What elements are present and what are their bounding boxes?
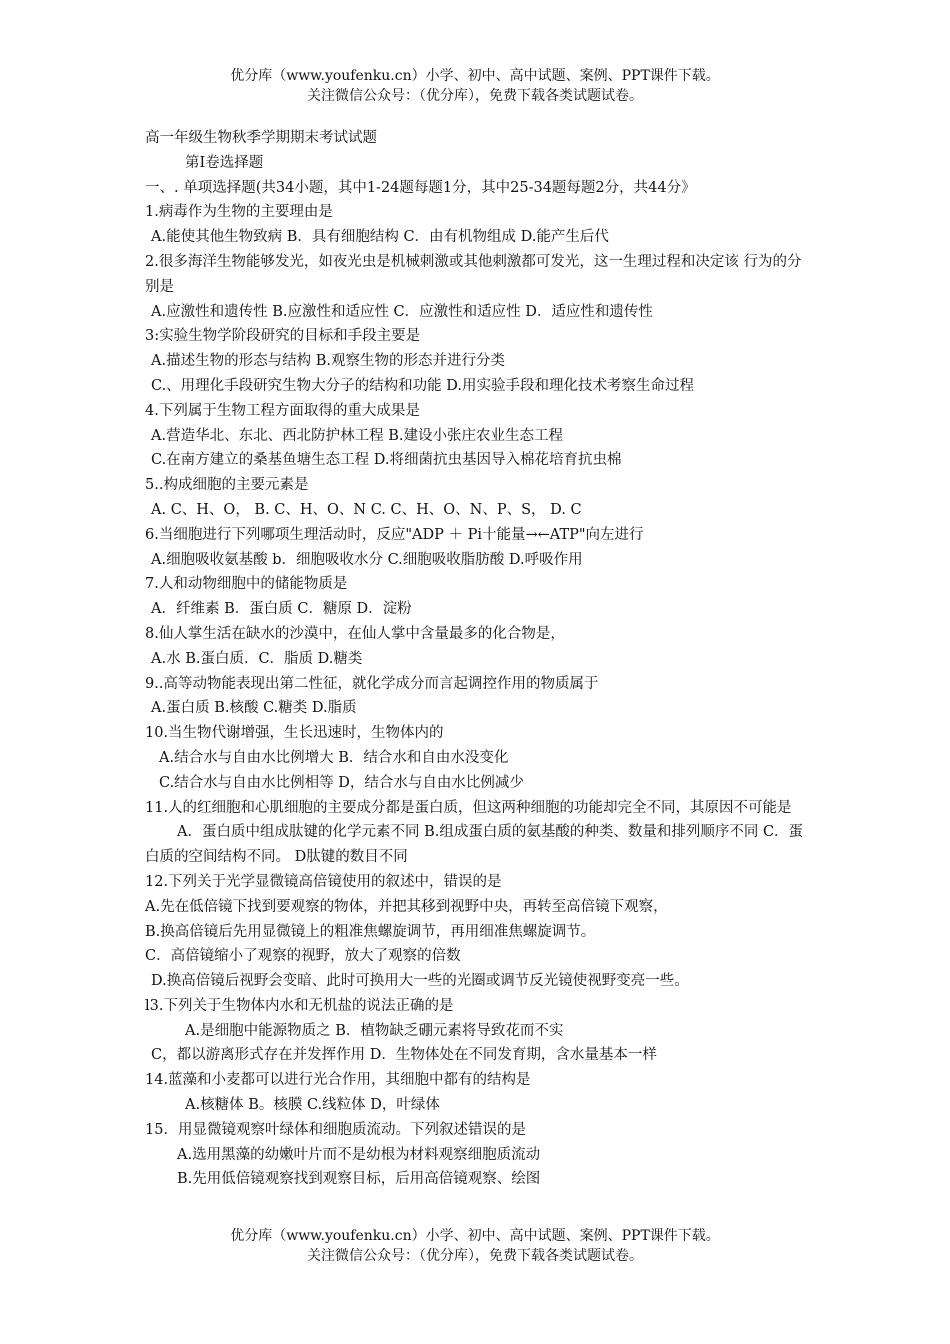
- question-1: 1.病毒作为生物的主要理由是: [145, 204, 333, 221]
- question-3-options-cd: C.、用理化手段研究生物大分子的结构和功能 D.用实验手段和理化技术考察生命过程: [151, 377, 695, 394]
- question-7-options: A．纤维素 B．蛋白质 C．糖原 D．淀粉: [151, 601, 412, 618]
- question-14-options: A.核糖体 B。核膜 C.线粒体 D，叶绿体: [185, 1097, 440, 1114]
- question-14: 14.蓝藻和小麦都可以进行光合作用，其细胞中都有的结构是: [145, 1072, 531, 1089]
- question-10-options-cd: C.结合水与自由水比例相等 D，结合水与自由水比例减少: [159, 774, 524, 791]
- question-4-options-cd: C.在南方建立的桑基鱼塘生态工程 D.将细菌抗虫基因导入棉花培育抗虫棉: [151, 452, 622, 469]
- question-15-option-a: A.选用黑藻的幼嫩叶片而不是幼根为材料观察细胞质流动: [177, 1146, 541, 1163]
- question-2: 2.很多海洋生物能够发光，如夜光虫是机械刺激或其他刺激都可发光，这一生理过程和决定该 行为的分别是: [145, 253, 802, 295]
- question-12-option-a: A.先在低倍镜下找到要观察的物体，并把其移到视野中央，再转至高倍镜下观察，: [145, 898, 668, 915]
- question-2-options: A.应激性和遗传性 B.应激性和适应性 C．应激性和适应性 D．适应性和遗传性: [151, 303, 653, 320]
- question-11: 11.人的红细胞和心肌细胞的主要成分都是蛋白质，但这两种细胞的功能却完全不同，其原因不可能是: [145, 799, 792, 816]
- question-4-options-ab: A.营造华北、东北、西北防护林工程 B.建设小张庄农业生态工程: [151, 427, 563, 444]
- question-5: 5..构成细胞的主要元素是: [145, 477, 309, 494]
- question-7: 7.人和动物细胞中的储能物质是: [145, 576, 348, 593]
- question-13: l3.下列关于生物体内水和无机盐的说法正确的是: [145, 997, 454, 1014]
- question-6-options: A.细胞吸收氨基酸 b．细胞吸收水分 C.细胞吸收脂肪酸 D.呼吸作用: [151, 551, 583, 568]
- question-9-options: A.蛋白质 B.核酸 C.糖类 D.脂质: [151, 700, 357, 717]
- question-12-option-b: B.换高倍镜后先用显微镜上的粗准焦螺旋调节，再用细准焦螺旋调节。: [145, 923, 596, 940]
- question-13-options-ab: A.是细胞中能源物质之 B．植物缺乏硼元素将导致花而不实: [185, 1022, 564, 1039]
- question-12-option-d: D.换高倍镜后视野会变暗、此时可换用大一些的光圈或调节反光镜使视野变亮一些。: [151, 973, 689, 990]
- exam-title: 高一年级生物秋季学期期末考试试题: [145, 130, 377, 146]
- question-12: 12.下列关于光学显微镜高倍镜使用的叙述中，错误的是: [145, 873, 502, 890]
- part-intro: 一、. 单项选择题(共34小题，其中1-24题每题1分，其中25-34题每题2分，共44分》: [145, 179, 696, 196]
- footer-line-2: 关注微信公众号：（优分库），免费下载各类试题试卷。: [307, 1248, 643, 1264]
- header-line-2: 关注微信公众号：（优分库），免费下载各类试题试卷。: [307, 88, 643, 104]
- question-4: 4.下列属于生物工程方面取得的重大成果是: [145, 402, 420, 419]
- page-footer: [0, 1226, 950, 1266]
- question-6: 6.当细胞进行下列哪项生理活动时，反应"ADP ＋ Pi十能量→←ATP"向左进行: [145, 526, 644, 543]
- question-1-options: A.能使其他生物致病 B．具有细胞结构 C．由有机物组成 D.能产生后代: [151, 229, 609, 246]
- question-9: 9..高等动物能表现出第二性征，就化学成分而言起调控作用的物质属于: [145, 675, 599, 692]
- question-10-options-ab: A.结合水与自由水比例增大 B．结合水和自由水没变化: [159, 749, 509, 766]
- question-8: 8.仙人掌生活在缺水的沙漠中，在仙人掌中含量最多的化合物是，: [145, 625, 565, 642]
- question-15-option-b: B.先用低倍镜观察找到观察目标，后用高倍镜观察、绘图: [177, 1171, 541, 1188]
- question-15: 15．用显微镜观察叶绿体和细胞质流动。下列叙述错误的是: [145, 1121, 526, 1138]
- question-5-options: A. C、H、O， B. C、H、O、N C. C、H、O、N、P、S， D. C: [151, 501, 582, 518]
- question-13-options-cd: C，都以游离形式存在并发挥作用 D．生物体处在不同发育期，含水量基本一样: [151, 1047, 657, 1064]
- page-header: [0, 66, 950, 106]
- question-8-options: A.水 B.蛋白质．C．脂质 D.糖类: [151, 650, 363, 667]
- header-line-1: 优分库（www.youfenku.cn）小学、初中、高中试题、案例、PPT课件下载。: [230, 68, 720, 84]
- question-3-options-ab: A.描述生物的形态与结构 B.观察生物的形态并进行分类: [151, 353, 505, 370]
- footer-line-1: 优分库（www.youfenku.cn）小学、初中、高中试题、案例、PPT课件下载。: [230, 1228, 720, 1244]
- exam-content: [145, 126, 813, 1192]
- question-11-options: A．蛋白质中组成肽键的化学元素不同 B.组成蛋白质的氨基酸的种类、数量和排列顺序不同 C．蛋白质的空间结构不同。 D肽键的数目不同: [145, 824, 804, 866]
- question-12-option-c: C．高倍镜缩小了观察的视野，放大了观察的倍数: [145, 948, 461, 965]
- question-3: 3:实验生物学阶段研究的目标和手段主要是: [145, 328, 421, 345]
- section-title: 第Ⅰ卷选择题: [185, 154, 264, 171]
- question-10: 10.当生物代谢增强，生长迅速时，生物体内的: [145, 725, 444, 742]
